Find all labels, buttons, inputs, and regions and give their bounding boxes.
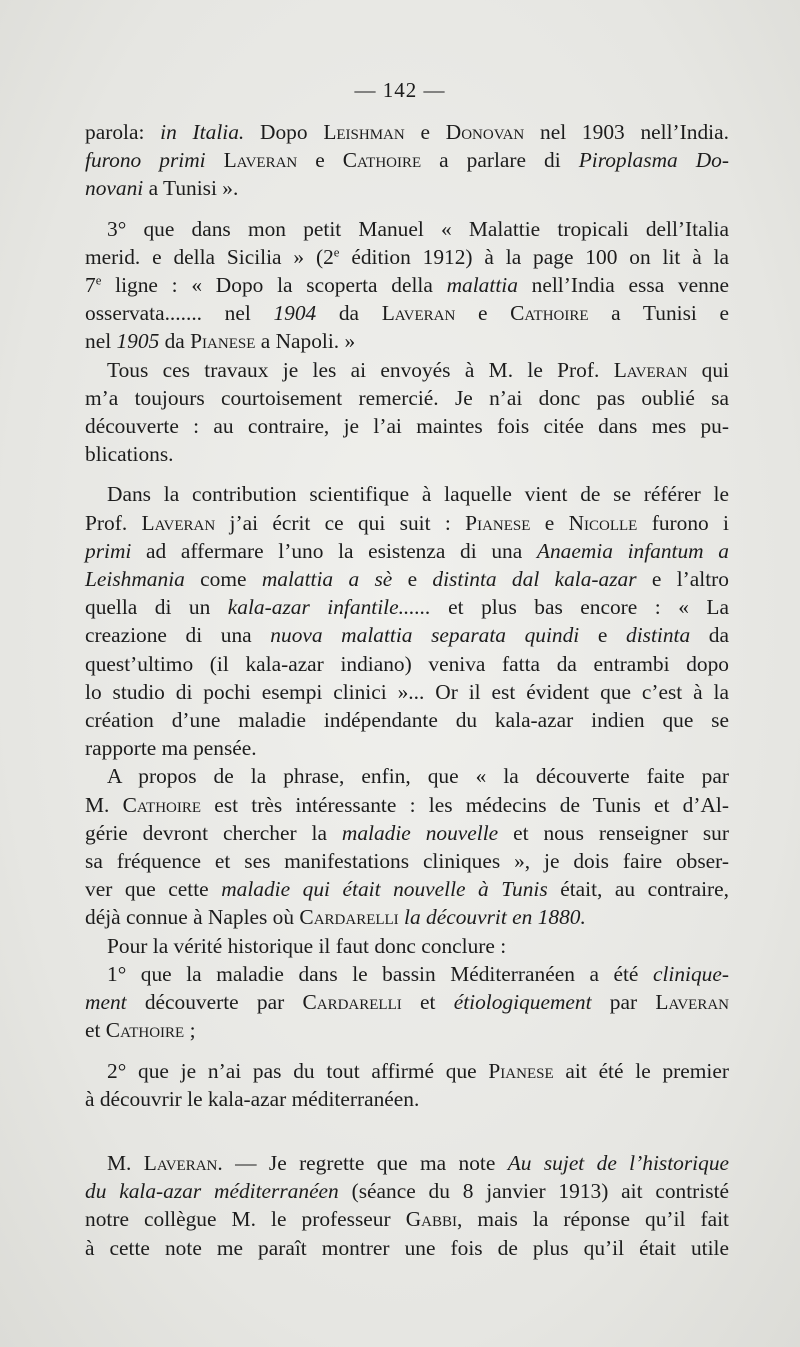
paragraph-laveran-reply [85,1149,729,1262]
text-line: 3° que dans mon petit Manuel « Malattie tropicali dell’Italia [107,216,729,241]
text-line: m’a toujours courtoisement remercié. Je n’ai donc pas oublié sa [85,385,729,410]
paragraph-continuation [85,118,729,203]
page-body [85,118,729,1262]
paragraph-a-propos [85,762,729,931]
text-line: lo studio di pochi esempi clinici »... Or il est évident que c’est à la [85,679,729,704]
text-line: Dans la contribution scientifique à laquelle vient de se référer le [107,482,729,507]
text-line: M. Cathoire est très intéressante : les médecins de Tunis et d’Al- [85,792,730,817]
page-number: — 142 — [354,78,446,102]
text-line: A propos de la phrase, enfin, que « la découverte faite par [107,764,729,789]
text-line: à découvrir le kala-azar méditerranéen. [85,1086,420,1111]
text-line: Prof. Laveran j’ai écrit ce qui suit : Pianese e Nicolle furono i [85,510,729,535]
text-line: Leishmania come malattia a sè e distinta dal kala-azar e l’altro [85,567,729,592]
text-line: notre collègue M. le professeur Gabbi, mais la réponse qu’il fait [85,1207,729,1232]
text-line: Pour la vérité historique il faut donc conclure : [107,933,507,958]
text-line: sa fréquence et ses manifestations cliniques », je dois faire obser- [85,849,729,874]
text-line: quest’ultimo (il kala-azar indiano) veniva fatta da entrambi dopo [85,651,729,676]
text-line: gérie devront chercher la maladie nouvelle et nous renseigner sur [85,820,729,845]
text-line: quella di un kala-azar infantile...... et plus bas encore : « La [85,595,729,620]
text-line: merid. e della Sicilia » (2e édition 1912) à la page 100 on lit à la [85,244,729,269]
paragraph-point-1 [85,960,729,1045]
paragraph-point-3 [85,215,729,356]
text-line: 1° que la maladie dans le bassin Méditerranéen a été clinique- [107,961,729,986]
text-line: creazione di una nuova malattia separata quindi e distinta da [85,623,729,648]
text-line: furono primi Laveran e Cathoire a parlare di Piroplasma Do- [85,148,729,173]
text-line: novani a Tunisi ». [85,176,239,201]
paragraph-travaux [85,356,729,469]
text-line: nel 1905 da Pianese a Napoli. » [85,329,356,354]
text-line: ment découverte par Cardarelli et étiologiquement par Laveran [85,990,730,1015]
text-line: découverte : au contraire, je l’ai maintes fois citée dans mes pu- [85,414,729,439]
text-line: primi ad affermare l’uno la esistenza di una Anaemia infantum a [85,538,729,563]
text-line: création d’une maladie indépendante du kala-azar indien que se [85,708,729,733]
text-line: parola: in Italia. Dopo Leishman e Donovan nel 1903 nell’India. [85,120,729,144]
text-line: 2° que je n’ai pas du tout affirmé que Pianese ait été le premier [107,1058,729,1083]
text-line: à cette note me paraît montrer une fois de plus qu’il était utile [85,1235,729,1260]
paragraph-conclure [85,932,729,960]
paragraph-contribution [85,480,729,762]
text-line: déjà connue à Naples où Cardarelli la découvrit en 1880. [85,905,586,930]
text-line: osservata....... nel 1904 da Laveran e Cathoire a Tunisi e [85,301,729,326]
text-line: blications. [85,442,174,467]
text-line: rapporte ma pensée. [85,736,257,761]
text-line: et Cathoire ; [85,1018,196,1043]
text-line: M. Laveran. — Je regrette que ma note Au sujet de l’historique [107,1150,730,1175]
text-line: 7e ligne : « Dopo la scoperta della malattia nell’India essa venne [85,273,730,298]
paragraph-point-2 [85,1057,729,1113]
text-line: Tous ces travaux je les ai envoyés à M. le Prof. Laveran qui [107,357,730,382]
text-line: ver que cette maladie qui était nouvelle à Tunis était, au contraire, [85,877,729,902]
text-line: du kala-azar méditerranéen (séance du 8 janvier 1913) ait contristé [85,1179,730,1204]
